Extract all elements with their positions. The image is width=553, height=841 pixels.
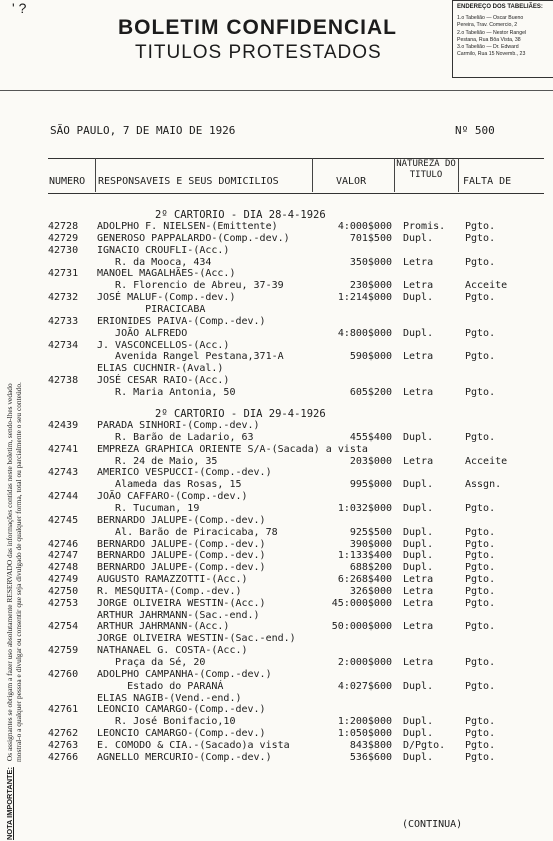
row-falta: Pgto. xyxy=(465,597,496,609)
table-row xyxy=(0,574,553,586)
row-valor: 390$000 xyxy=(349,538,392,550)
address-heading: ENDEREÇO DOS TABELIÃES: xyxy=(457,4,543,10)
row-natureza: Dupl. xyxy=(403,431,434,443)
col-falta: FALTA DE xyxy=(463,176,512,187)
row-valor: 350$000 xyxy=(349,256,392,268)
row-responsible: R. Florencio de Abreu, 37-39 xyxy=(97,280,284,292)
row-valor: 701$500 xyxy=(349,232,392,244)
row-number: 42743 xyxy=(48,467,79,479)
row-number: 42732 xyxy=(48,292,79,304)
row-falta: Pgto. xyxy=(465,526,496,538)
tabeliaes-address-box xyxy=(452,0,553,78)
row-responsible: AGNELLO MERCURIO-(Comp.-dev.) xyxy=(97,751,272,763)
row-natureza: Dupl. xyxy=(403,232,434,244)
row-responsible: ARTHUR JAHRMANN-(Sac.-end.) xyxy=(97,609,260,621)
row-number: 42729 xyxy=(48,232,79,244)
row-responsible: R. José Bonifacio,10 xyxy=(97,716,236,728)
row-responsible: R. Barão de Ladario, 63 xyxy=(97,431,254,443)
bulletin-title: BOLETIM CONFIDENCIAL xyxy=(118,16,397,39)
row-natureza: Promis. xyxy=(403,221,446,232)
row-natureza: Letra xyxy=(403,574,434,586)
row-responsible: Praça da Sé, 20 xyxy=(97,657,206,668)
row-number: 42741 xyxy=(48,443,79,455)
row-number: 42754 xyxy=(48,621,79,633)
row-falta: Pgto. xyxy=(465,550,496,562)
row-responsible: JOÃO ALFREDO xyxy=(97,327,188,339)
row-natureza: Letra xyxy=(403,597,434,609)
address-line: 2.o Tabelião — Nestor Rangel xyxy=(457,29,527,36)
row-falta: Pgto. xyxy=(465,256,496,268)
nota-importante-label: NOTA IMPORTANTE: xyxy=(5,767,14,840)
row-responsible: Avenida Rangel Pestana,371-A xyxy=(97,351,284,363)
row-number: 42728 xyxy=(48,221,79,232)
table-row xyxy=(0,586,553,598)
row-responsible: Estado do PARANÁ xyxy=(97,680,224,692)
table-row xyxy=(0,467,553,479)
column-divider xyxy=(312,158,313,192)
row-falta: Pgto. xyxy=(465,221,496,232)
row-responsible: PIRACICABA xyxy=(97,303,206,315)
row-valor: 1:214$000 xyxy=(337,292,392,304)
col-natureza: NATUREZA DO TITULO xyxy=(396,159,456,180)
row-falta: Acceite xyxy=(465,280,508,292)
table-row xyxy=(0,444,553,456)
row-responsible: JOÃO CAFFARO-(Comp.-dev.) xyxy=(97,491,248,503)
row-responsible: JOSÉ MALUF-(Comp.-dev.) xyxy=(97,292,236,304)
row-natureza: Dupl. xyxy=(403,526,434,538)
table-row xyxy=(0,420,553,432)
row-number: 42745 xyxy=(48,514,79,526)
column-divider xyxy=(458,158,459,192)
row-number: 42753 xyxy=(48,597,79,609)
row-valor: 230$000 xyxy=(349,280,392,292)
row-responsible: JORGE OLIVEIRA WESTIN-(Acc.) xyxy=(97,597,266,609)
row-responsible: JOSÉ CESAR RAIO-(Acc.) xyxy=(97,375,230,387)
row-number: 42759 xyxy=(48,645,79,657)
row-natureza: Letra xyxy=(403,621,434,633)
table-row xyxy=(0,610,553,622)
row-natureza: Dupl. xyxy=(403,502,434,514)
table-row xyxy=(0,621,553,633)
note-line-1: Os assignantes se obrigam a fazer uso absolutamente RESERVADO das informações contidas neste boletim, sendo-lhes vedado xyxy=(5,383,14,762)
row-valor: 2:000$000 xyxy=(337,657,392,668)
row-responsible: AMERICO VESPUCCI-(Comp.-dev.) xyxy=(97,467,272,479)
table-row xyxy=(0,704,553,716)
col-numero: NUMERO xyxy=(49,176,86,187)
row-responsible: LEONCIO CAMARGO-(Comp.-dev.) xyxy=(97,704,266,716)
row-number: 42733 xyxy=(48,315,79,327)
row-responsible: BERNARDO JALUPE-(Comp.-dev.) xyxy=(97,550,266,562)
table-row xyxy=(0,456,553,468)
col-responsaveis: RESPONSAVEIS E SEUS DOMICILIOS xyxy=(98,176,279,187)
table-row xyxy=(0,669,553,681)
row-responsible: MANOEL MAGALHÃES-(Acc.) xyxy=(97,268,236,280)
table-row xyxy=(0,268,553,280)
row-number: 42734 xyxy=(48,339,79,351)
row-falta: Pgto. xyxy=(465,716,496,728)
address-line: Pereira, Trav. Comercio, 2 xyxy=(457,22,518,29)
table-row xyxy=(0,233,553,245)
row-number: 42763 xyxy=(48,739,79,751)
row-valor: 6:268$400 xyxy=(337,574,392,586)
row-valor: 455$400 xyxy=(349,431,392,443)
row-number: 42750 xyxy=(48,585,79,597)
row-falta: Pgto. xyxy=(465,562,496,574)
row-falta: Pgto. xyxy=(465,431,496,443)
table-row xyxy=(0,752,553,764)
bulletin-number: Nº 500 xyxy=(455,124,495,137)
row-number: 42748 xyxy=(48,562,79,574)
row-number: 42439 xyxy=(48,420,79,431)
row-responsible: BERNARDO JALUPE-(Comp.-dev.) xyxy=(97,514,266,526)
row-valor: 1:032$000 xyxy=(337,502,392,514)
table-row xyxy=(0,681,553,693)
row-valor: 995$000 xyxy=(349,479,392,491)
row-natureza: D/Pgto. xyxy=(403,739,446,751)
table-row xyxy=(0,728,553,740)
table-row xyxy=(0,432,553,444)
row-valor: 925$500 xyxy=(349,526,392,538)
cartorio-section-title: 2º CARTORIO - DIA 28-4-1926 xyxy=(155,209,326,221)
row-natureza: Dupl. xyxy=(403,292,434,304)
row-natureza: Dupl. xyxy=(403,728,434,740)
row-valor: 843$800 xyxy=(349,739,392,751)
row-responsible: R. da Mooca, 434 xyxy=(97,256,212,268)
table-row xyxy=(0,491,553,503)
row-natureza: Letra xyxy=(403,256,434,268)
row-responsible: R. MESQUITA-(Comp.-dev.) xyxy=(97,585,242,597)
row-natureza: Dupl. xyxy=(403,479,434,491)
row-falta: Pgto. xyxy=(465,728,496,740)
row-natureza: Dupl. xyxy=(403,538,434,550)
row-natureza: Letra xyxy=(403,585,434,597)
address-line: Carmilo, Rua 15 Novemb., 23 xyxy=(457,51,526,58)
row-falta: Assgn. xyxy=(465,479,502,491)
table-row xyxy=(0,657,553,669)
table-row xyxy=(0,292,553,304)
table-row xyxy=(0,740,553,752)
row-responsible: AUGUSTO RAMAZZOTTI-(Acc.) xyxy=(97,574,248,586)
table-row xyxy=(0,340,553,352)
row-falta: Pgto. xyxy=(465,574,496,586)
col-valor: VALOR xyxy=(336,176,367,187)
row-natureza: Dupl. xyxy=(403,327,434,339)
row-valor: 4:800$000 xyxy=(337,327,392,339)
address-line: 1.o Tabelião — Oscar Bueno xyxy=(457,15,524,22)
row-responsible: ELIAS NAGIB-(Vend.-end.) xyxy=(97,692,242,704)
row-responsible: BERNARDO JALUPE-(Comp.-dev.) xyxy=(97,562,266,574)
table-row xyxy=(0,716,553,728)
continua-label: (CONTINUA) xyxy=(402,819,463,830)
place-date: SÃO PAULO, 7 DE MAIO DE 1926 xyxy=(50,124,236,137)
row-responsible: LEONCIO CAMARGO-(Comp.-dev.) xyxy=(97,728,266,740)
row-falta: Pgto. xyxy=(465,739,496,751)
table-row xyxy=(0,550,553,562)
row-falta: Pgto. xyxy=(465,538,496,550)
row-responsible: Alameda das Rosas, 15 xyxy=(97,479,242,491)
row-falta: Pgto. xyxy=(465,232,496,244)
row-falta: Pgto. xyxy=(465,292,496,304)
row-number: 42762 xyxy=(48,728,79,740)
table-row xyxy=(0,316,553,328)
row-responsible: PARADA SINHORI-(Comp.-dev.) xyxy=(97,420,260,431)
row-responsible: JORGE OLIVEIRA WESTIN-(Sac.-end.) xyxy=(97,633,296,645)
table-row xyxy=(0,539,553,551)
row-responsible: J. VASCONCELLOS-(Acc.) xyxy=(97,339,230,351)
row-falta: Pgto. xyxy=(465,657,496,668)
table-row xyxy=(0,562,553,574)
row-falta: Pgto. xyxy=(465,751,496,763)
table-row xyxy=(0,633,553,645)
row-natureza: Dupl. xyxy=(403,716,434,728)
row-number: 42766 xyxy=(48,751,79,763)
address-line: Pestana, Rua Bôa Vista, 38 xyxy=(457,36,521,43)
row-number: 42738 xyxy=(48,375,79,387)
row-responsible: R. Maria Antonia, 50 xyxy=(97,386,236,398)
table-row xyxy=(0,257,553,269)
row-valor: 1:200$000 xyxy=(337,716,392,728)
row-responsible: BERNARDO JALUPE-(Comp.-dev.) xyxy=(97,538,266,550)
cartorio-section-title: 2º CARTORIO - DIA 29-4-1926 xyxy=(155,408,326,420)
row-valor: 1:050$000 xyxy=(337,728,392,740)
row-number: 42744 xyxy=(48,491,79,503)
bulletin-subtitle: TITULOS PROTESTADOS xyxy=(135,42,382,63)
row-falta: Pgto. xyxy=(465,680,496,692)
row-natureza: Dupl. xyxy=(403,680,434,692)
row-responsible: ELIAS CUCHNIR-(Aval.) xyxy=(97,363,224,375)
row-responsible: ADOLPHO F. NIELSEN-(Emittente) xyxy=(97,221,278,232)
table-row xyxy=(0,693,553,705)
row-valor: 536$600 xyxy=(349,751,392,763)
stray-mark: ' ? xyxy=(12,0,27,16)
table-row xyxy=(0,645,553,657)
row-valor: 605$200 xyxy=(349,386,392,398)
row-natureza: Dupl. xyxy=(403,751,434,763)
header-divider xyxy=(0,90,553,91)
row-valor: 590$000 xyxy=(349,351,392,363)
row-valor: 45:000$000 xyxy=(331,597,392,609)
table-row xyxy=(0,351,553,363)
row-responsible: IGNACIO CROUFLI-(Acc.) xyxy=(97,244,230,256)
row-responsible: R. 24 de Maio, 35 xyxy=(97,455,218,467)
row-number: 42760 xyxy=(48,668,79,680)
row-number: 42761 xyxy=(48,704,79,716)
row-natureza: Dupl. xyxy=(403,550,434,562)
table-row xyxy=(0,280,553,292)
row-number: 42730 xyxy=(48,244,79,256)
note-line-2: mostral-o a qualquer pessoa e divulgar ou consentir que seja divulgado de qualquer forma, total ou parcialmente o seu conteúdo. xyxy=(14,382,23,762)
row-valor: 326$000 xyxy=(349,585,392,597)
column-divider xyxy=(95,158,96,192)
row-natureza: Letra xyxy=(403,386,434,398)
table-row xyxy=(0,527,553,539)
row-natureza: Letra xyxy=(403,280,434,292)
row-number: 42731 xyxy=(48,268,79,280)
row-valor: 4:027$600 xyxy=(337,680,392,692)
table-row xyxy=(0,304,553,316)
row-falta: Pgto. xyxy=(465,585,496,597)
row-number: 42747 xyxy=(48,550,79,562)
row-responsible: ADOLPHO CAMPANHA-(Comp.-dev.) xyxy=(97,668,272,680)
row-valor: 203$000 xyxy=(349,455,392,467)
row-responsible: ERIONIDES PAIVA-(Comp.-dev.) xyxy=(97,315,266,327)
row-natureza: Letra xyxy=(403,351,434,363)
row-responsible: Al. Barão de Piracicaba, 78 xyxy=(97,526,278,538)
row-responsible: ARTHUR JAHRMANN-(Acc.) xyxy=(97,621,230,633)
table-row xyxy=(0,363,553,375)
table-row xyxy=(0,221,553,233)
table-row xyxy=(0,375,553,387)
row-responsible: E. COMODO & CIA.-(Sacado)a vista xyxy=(97,739,290,751)
row-valor: 1:133$400 xyxy=(337,550,392,562)
row-falta: Pgto. xyxy=(465,621,496,633)
table-row xyxy=(0,598,553,610)
row-responsible: GENEROSO PAPPALARDO-(Comp.-dev.) xyxy=(97,232,290,244)
row-falta: Pgto. xyxy=(465,386,496,398)
row-responsible: NATHANAEL G. COSTA-(Acc.) xyxy=(97,645,248,657)
address-line: 3.o Tabelião — Dr. Edward xyxy=(457,44,519,51)
row-responsible: R. Tucuman, 19 xyxy=(97,502,200,514)
table-row xyxy=(0,503,553,515)
row-valor: 4:000$000 xyxy=(337,221,392,232)
table-row xyxy=(0,245,553,257)
row-natureza: Letra xyxy=(403,455,434,467)
table-row xyxy=(0,479,553,491)
row-natureza: Letra xyxy=(403,657,434,668)
row-number: 42749 xyxy=(48,574,79,586)
row-number: 42746 xyxy=(48,538,79,550)
table-row xyxy=(0,515,553,527)
table-row xyxy=(0,387,553,399)
row-falta: Acceite xyxy=(465,455,508,467)
row-falta: Pgto. xyxy=(465,502,496,514)
row-valor: 50:000$000 xyxy=(331,621,392,633)
table-row xyxy=(0,328,553,340)
row-natureza: Dupl. xyxy=(403,562,434,574)
row-falta: Pgto. xyxy=(465,327,496,339)
row-responsible: EMPREZA GRAPHICA ORIENTE S/A-(Sacada) a vista xyxy=(97,443,368,455)
row-falta: Pgto. xyxy=(465,351,496,363)
row-valor: 688$200 xyxy=(349,562,392,574)
